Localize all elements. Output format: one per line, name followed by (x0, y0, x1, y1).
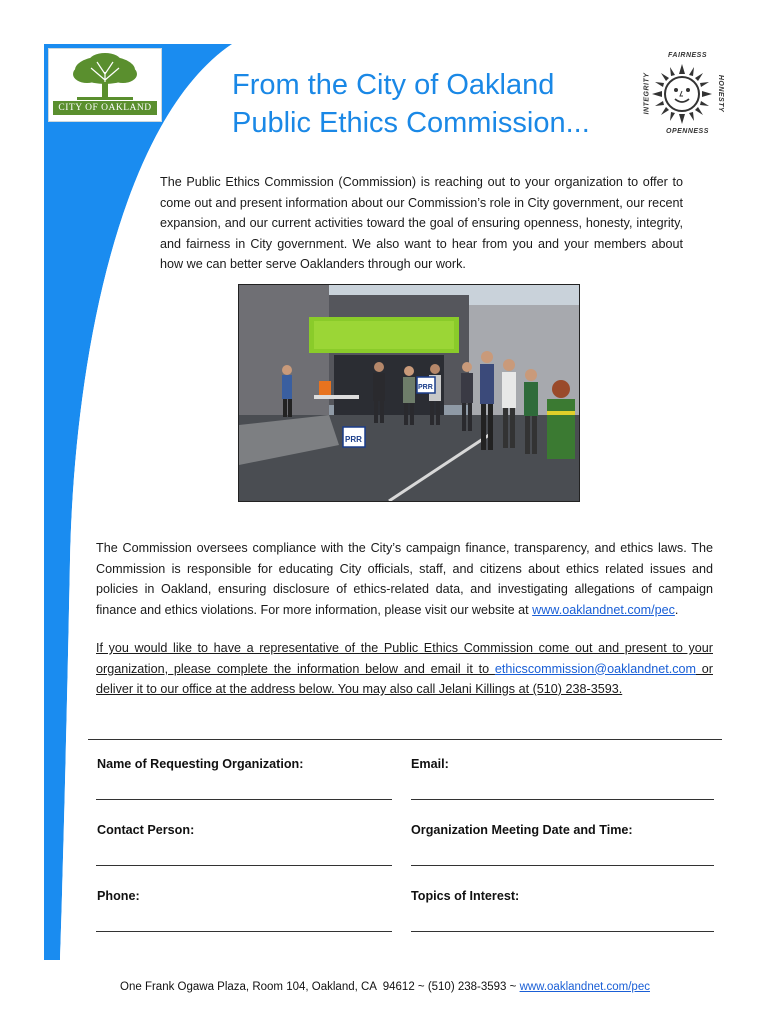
commission-description (96, 538, 713, 620)
topics-label: Topics of Interest: (411, 889, 520, 903)
logo-text: CITY OF OAKLAND (53, 101, 157, 115)
title-line-2: Public Ethics Commission... (232, 107, 590, 139)
email-field[interactable] (411, 799, 714, 800)
ethics-seal (640, 52, 724, 136)
intro-paragraph: The Public Ethics Commission (Commission) is reaching out to your organization to offer to come out and present information about our Commission’s role in City government, our recent expansion, and our current activities toward the goal of ensuring openness, honesty, integrity, and fairness in City government. We also want to hear from you and your members about how we can better serve Oaklanders through our work. (160, 175, 683, 271)
phone-label: Phone: (97, 889, 140, 903)
contact-person-field[interactable] (96, 865, 392, 866)
footer-website-link[interactable]: www.oaklandnet.com/pec (519, 981, 650, 993)
footer-address-text: One Frank Ogawa Plaza, Room 104, Oakland, CA 94612 ~ (510) 238-3593 ~ (120, 981, 520, 993)
meeting-date-field[interactable] (411, 865, 714, 866)
request-instructions-text: If you would like to have a representative of the Public Ethics Commission come out and present to your organization, please complete the information below and email it to (96, 641, 713, 676)
footer-address (0, 981, 770, 993)
phone-field[interactable] (96, 931, 392, 932)
title-line-1: From the City of Oakland (232, 69, 555, 101)
commission-description-end: . (674, 602, 679, 617)
outreach-event-image (239, 285, 579, 501)
seal-word-bottom: OPENNESS (666, 128, 709, 135)
commission-description-text: The Commission oversees compliance with the City’s campaign finance, transparency, and ethics laws. The Commission is responsible for educating City officials, staff, and citizens about ethics related issues and policies in Oakland, ensuring disclosure of ethics-related data, and investigating allegations of campaign finance and ethics violations. For more information, please visit our website at (96, 541, 713, 617)
request-instructions (96, 638, 713, 700)
org-name-field[interactable] (96, 799, 392, 800)
seal-word-left: INTEGRITY (643, 72, 651, 115)
seal-word-top: FAIRNESS (668, 52, 708, 59)
website-link[interactable]: www.oaklandnet.com/pec (532, 602, 675, 617)
seal-word-right: HONESTY (717, 74, 725, 113)
page-title (232, 66, 622, 142)
meeting-date-label: Organization Meeting Date and Time: (411, 823, 633, 837)
topics-field[interactable] (411, 931, 714, 932)
event-photo (238, 284, 580, 502)
sun-face-icon (640, 52, 724, 136)
email-label: Email: (411, 757, 449, 771)
contact-person-label: Contact Person: (97, 823, 195, 837)
oak-tree-icon (65, 52, 145, 102)
city-of-oakland-logo (48, 48, 162, 122)
request-instructions-end: or deliver it to our office at the address below. You may also call Jelani Killings at (510) 238-3593. (96, 661, 713, 696)
email-link[interactable]: ethicscommission@oaklandnet.com (494, 661, 696, 676)
form-divider (88, 739, 722, 740)
protest-sign-1: PRR (345, 435, 362, 444)
protest-sign-2: PRR (418, 384, 433, 391)
org-name-label: Name of Requesting Organization: (97, 757, 304, 771)
